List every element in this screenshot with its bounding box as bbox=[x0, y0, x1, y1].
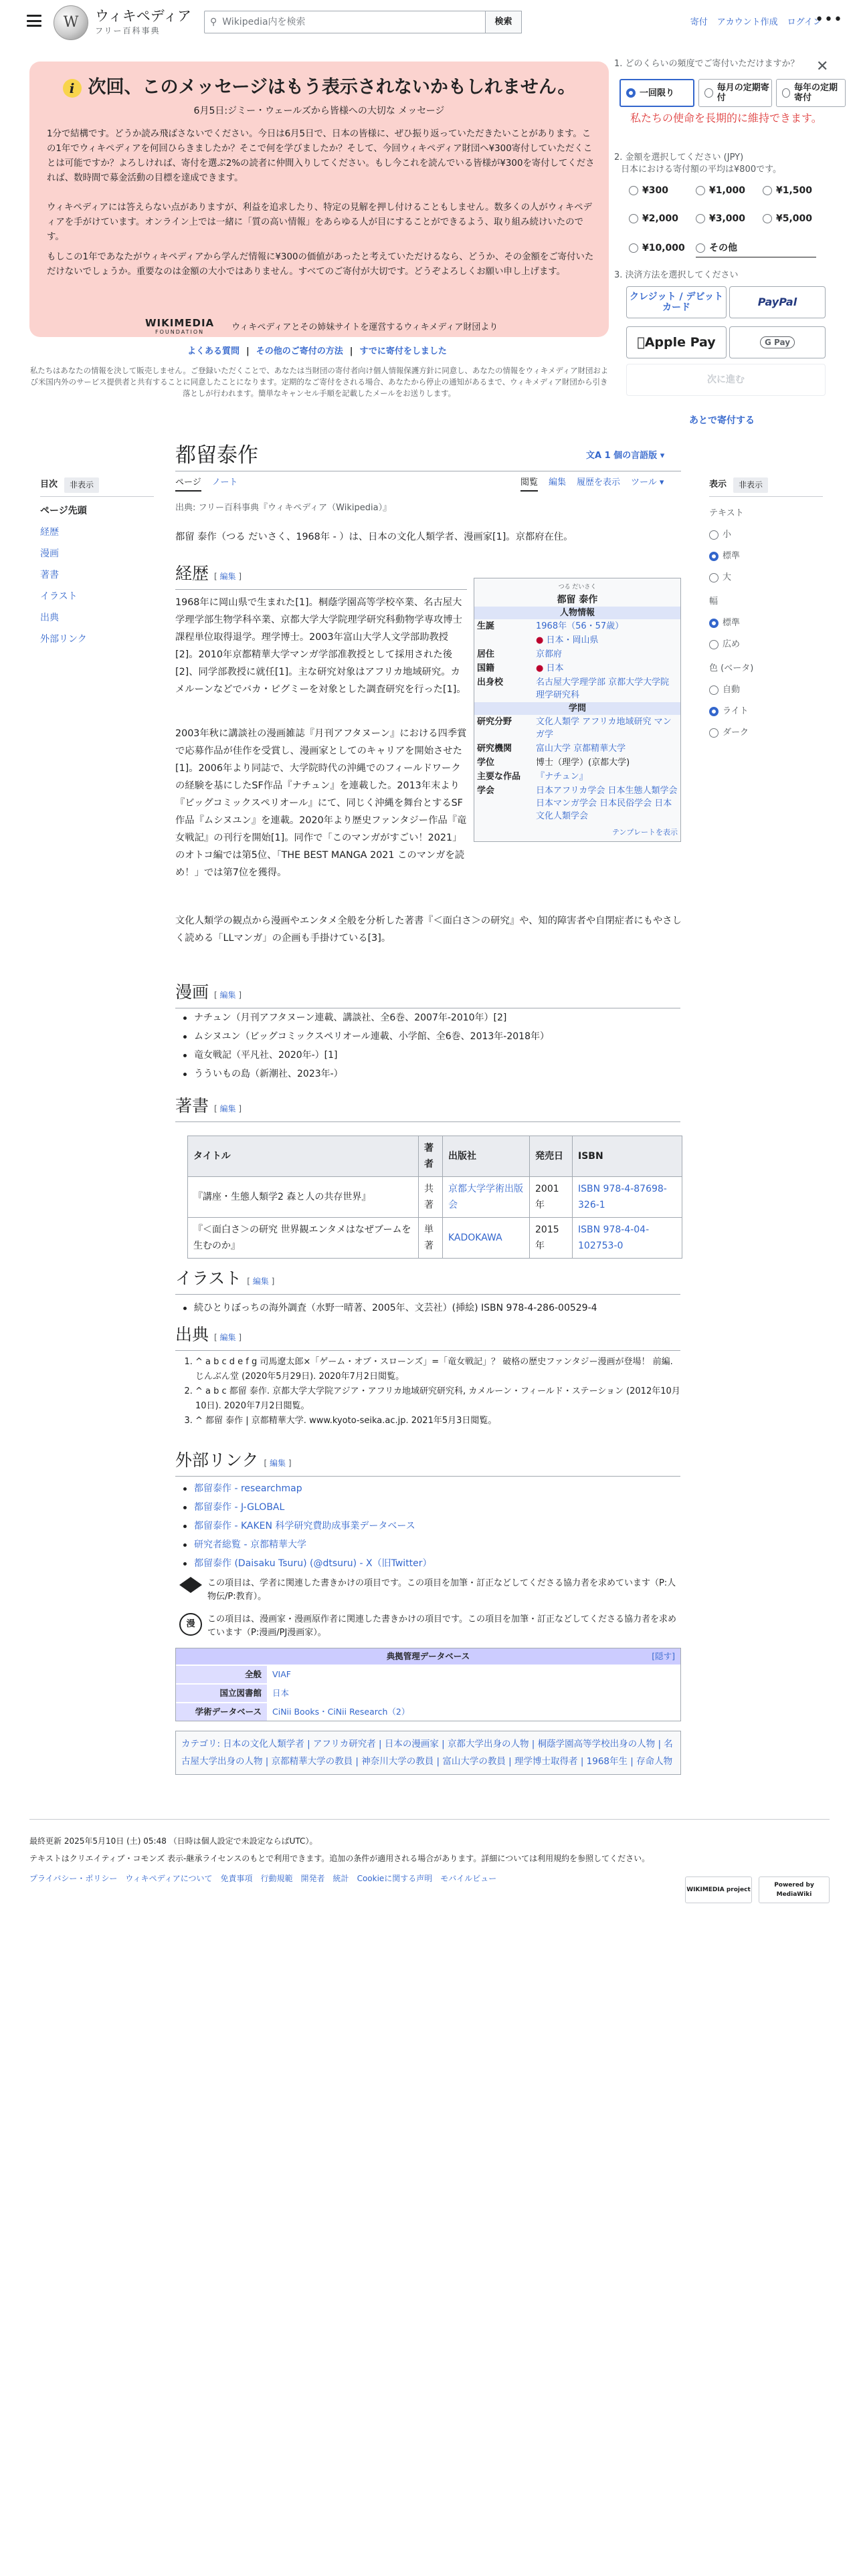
more-options-icon[interactable]: ••• bbox=[815, 11, 843, 28]
category-links[interactable]: カテゴリ: 日本の文化人類学者 | アフリカ研究者 | 日本の漫画家 | 京都大学出身の人物 | 桐蔭学園高等学校出身の人物 | 名古屋大学出身の人物 | 京都精華大学の教員 | 神奈川大学の教員 | 富山大学の教員 | 理学博士取得者 | 1968年生 | 存命人物 bbox=[181, 1739, 673, 1767]
career-paragraph-2: 2003年秋に講談社の漫画雑誌『月刊アフタヌーン』における四季賞で応募作品が佳作を受賞し、漫画家としてのキャリアを開始させた[1]。2006年より同誌で、大学院時代の沖縄でのフィールドワークの経験を基にしたSF作品『ナチュン』を連載した。2013年末より『ビッグコミックスペリオール』にて、同じく沖縄を舞台とするSF作品『ムシヌユン』を連載。2020年より歴史ファンタジー作品『竜女戦記』の刊行を開始[1]。同作で「このマンガがすごい！2021」のオトコ編では第5位、「THE BEST MANGA 2021 このマンガを読め！」では第7位を獲得。 bbox=[175, 728, 467, 878]
frequency-note: 私たちの使命を長期的に維持できます。 bbox=[630, 112, 822, 124]
stub-notice-scholar: この項目は、学者に関連した書きかけの項目です。この項目を加筆・訂正などしてくださる協力者を求めています（P:人物伝/P:教育）。 bbox=[207, 1578, 676, 1602]
footer-link[interactable]: モバイルビュー bbox=[440, 1874, 497, 1883]
amount-2000[interactable]: ¥2,000 bbox=[629, 211, 678, 226]
mediawiki-badge[interactable]: Powered by MediaWiki bbox=[759, 1876, 830, 1903]
paypal-button[interactable]: PayPal bbox=[729, 286, 826, 318]
toc-item-refs[interactable]: 出典 bbox=[40, 613, 59, 623]
amount-1500[interactable]: ¥1,500 bbox=[763, 183, 812, 198]
toc-item-illust[interactable]: イラスト bbox=[40, 591, 78, 602]
external-link[interactable]: 研究者総覧 - 京都精華大学 bbox=[179, 1535, 681, 1554]
search-input[interactable]: ⚲ Wikipedia内を検索 bbox=[204, 11, 486, 33]
list-item: ナチュン（月刊アフタヌーン連載、講談社、全6巻、2007年-2010年）[2] bbox=[179, 1008, 681, 1027]
edit-section-link[interactable]: 編集 bbox=[219, 572, 236, 581]
footer-link[interactable]: Cookieに関する声明 bbox=[357, 1874, 433, 1883]
external-link[interactable]: 都留泰作 - researchmap bbox=[179, 1479, 681, 1498]
japan-flag-icon: ● bbox=[536, 663, 544, 673]
category-box bbox=[175, 1731, 681, 1775]
wmf-signature: WIKIMEDIA FOUNDATION ウィキペディアとその姉妹サイトを運営するウィキメディア財団より bbox=[145, 318, 498, 337]
section-career: 経歴 [ 編集 ] bbox=[175, 562, 467, 590]
frequency-yearly[interactable]: 毎年の定期寄付 bbox=[776, 79, 846, 107]
donate-later-link[interactable]: あとで寄付する bbox=[689, 415, 755, 426]
tab-edit[interactable]: 編集 bbox=[549, 477, 567, 488]
section-books: 著書 [ 編集 ] bbox=[175, 1094, 680, 1122]
career-paragraph-3: 文化人類学の観点から漫画やエンタメ全般を分析した著書『＜面白さ＞の研究』や、知的障害者や自閉症者にもやさしく読める「LLマンガ」の企画も手掛けている[3]。 bbox=[175, 916, 682, 944]
display-hide-button[interactable]: 非表示 bbox=[733, 477, 768, 493]
lead-paragraph: 都留 泰作（つる だいさく、1968年 - ）は、日本の文化人類学者、漫画家[1]。京都府在住。 bbox=[175, 532, 573, 542]
banner-title: i 次回、このメッセージはもう表示されないかもしれません。 bbox=[29, 76, 609, 99]
edit-section-link[interactable]: 編集 bbox=[219, 990, 236, 1000]
tab-read[interactable]: 閲覧 bbox=[520, 476, 538, 492]
infobox-section-personal: 人物情報 bbox=[474, 607, 680, 619]
external-link[interactable]: 都留泰作 - KAKEN 科学研究費助成事業データベース bbox=[179, 1517, 681, 1535]
site-logo[interactable] bbox=[54, 5, 191, 40]
authority-hide-button[interactable]: [隠す] bbox=[652, 1651, 675, 1661]
infobox: つる だいさく 都留 泰作 人物情報 生誕 1968年（56・57歳） ● 日本・岡山県 居住 京都府 国籍 ● 日本 出身校 名古屋大学理学部 京都大学大学院理学研究科 学問 研究分野 文化人類学 アフリカ地域研究 マンガ学 研究機関 富山大学 京都精華大学 学位 博士（理学）(京都大学) 主要な作品 『ナチュン』 学会 日本アフリカ学会 日本生態人類学会 日本マンガ学会 日本民俗学会 日本文化人類学会 テンプレートを表示 bbox=[474, 578, 681, 842]
infobox-ruby: つる だいさく bbox=[558, 584, 597, 591]
language-icon: 文A bbox=[586, 451, 602, 461]
table-row: 『＜面白さ＞の研究 世界観エンタメはなぜブームを生むのか』 単著 KADOKAWA 2015年 ISBN 978-4-04-102753-0 bbox=[188, 1218, 682, 1259]
authority-control-box: 典拠管理データベース [隠す] 全般 VIAF 国立図書館 日本 学術データベース CiNii Books・CiNii Research（2） bbox=[175, 1648, 681, 1721]
amount-other[interactable]: その他 bbox=[696, 241, 816, 257]
tab-talk[interactable]: ノート bbox=[211, 477, 238, 488]
section-illust: イラスト [ 編集 ] bbox=[175, 1267, 680, 1295]
amount-1000[interactable]: ¥1,000 bbox=[696, 183, 745, 198]
mortarboard-icon bbox=[179, 1577, 202, 1597]
tab-history[interactable]: 履歴を表示 bbox=[577, 477, 621, 488]
infobox-section-academic: 学問 bbox=[474, 702, 680, 715]
text-size-large[interactable]: 大 bbox=[709, 567, 753, 588]
amount-5000[interactable]: ¥5,000 bbox=[763, 211, 812, 226]
table-row: 『講座・生態人類学2 森と人の共存世界』 共著 京都大学学術出版会 2001年 ISBN 978-4-87698-326-1 bbox=[188, 1177, 682, 1218]
stub-notice-manga: この項目は、漫画家・漫画原作者に関連した書きかけの項目です。この項目を加筆・訂正などしてくださる協力者を求めています（P:漫画/PJ漫画家）。 bbox=[207, 1614, 676, 1638]
list-item: ムシヌユン（ビッグコミックスペリオール連載、小学館、全6巻、2013年-2018年） bbox=[179, 1027, 681, 1046]
footer-link[interactable]: プライバシー・ポリシー bbox=[29, 1874, 118, 1883]
footer-link[interactable]: 開発者 bbox=[300, 1874, 325, 1883]
wikipedia-globe-icon: W bbox=[54, 5, 88, 40]
last-updated: 最終更新 2025年5月10日 (土) 05:48 （日時は個人設定で未設定ならばUTC）。 bbox=[29, 1836, 318, 1846]
width-standard[interactable]: 標準 bbox=[709, 613, 753, 634]
page-title: 都留泰作 bbox=[175, 443, 258, 467]
edit-section-link[interactable]: 編集 bbox=[252, 1277, 269, 1286]
list-item: うういもの島（新潮社、2023年-） bbox=[179, 1065, 681, 1083]
privacy-fine-print: 私たちはあなたの情報を決して販売しません。ご登録いただくことで、あなたは当財団の寄付者向け個人情報保護方針に同意し、あなたの情報をウィキメディア財団および米国内外のサービス提供者と共有することに同意したことになります。定期的なご寄付をされる場合、あなたから停止の通知があるまで、ウィキメディア財団から引き落としが行われます。簡単なキャンセル手順を記載したメールをお送りします。 bbox=[29, 366, 609, 398]
create-account-link[interactable]: アカウント作成 bbox=[717, 17, 778, 27]
amount-10000[interactable]: ¥10,000 bbox=[629, 241, 685, 255]
text-size-standard[interactable]: 標準 bbox=[709, 546, 753, 567]
toc-item-links[interactable]: 外部リンク bbox=[40, 634, 87, 645]
books-table: タイトル 著者 出版社 発売日 ISBN 『講座・生態人類学2 森と人の共存世界』 共著 京都大学学術出版会 2001年 ISBN 978-4-87698-326-1 『＜面白さ＞の研究 世界観エンタメはなぜブームを生むのか』 単著 KADOKAWA 2015年 ISBN 978-4-04-102753-0 bbox=[187, 1136, 682, 1259]
manga-icon: 漫 bbox=[179, 1613, 202, 1636]
other-ways-link[interactable]: その他のご寄付の方法 bbox=[256, 346, 343, 356]
amount-average-note: 日本における寄付額の平均は¥800です。 bbox=[621, 165, 782, 175]
section-manga: 漫画 [ 編集 ] bbox=[175, 980, 680, 1008]
footer-link[interactable]: 統計 bbox=[332, 1874, 349, 1883]
width-wide[interactable]: 広め bbox=[709, 634, 753, 655]
edit-section-link[interactable]: 編集 bbox=[270, 1459, 286, 1468]
reference-item: 3. ^ 都留 泰作 | 京都精華大学. www.kyoto-seika.ac.jp. 2021年5月3日閲覧。 bbox=[195, 1414, 684, 1428]
text-size-label: テキスト bbox=[709, 508, 744, 518]
external-link[interactable]: 都留泰作 - J-GLOBAL bbox=[179, 1498, 681, 1517]
toc-item-manga[interactable]: 漫画 bbox=[40, 548, 59, 559]
width-label: 幅 bbox=[709, 597, 719, 607]
wikimedia-project-badge[interactable]: WIKIMEDIA project bbox=[685, 1876, 752, 1903]
amount-300[interactable]: ¥300 bbox=[629, 183, 668, 198]
footer-link[interactable]: ウィキペディアについて bbox=[125, 1874, 213, 1883]
banner-paragraph: 1分で結構です。どうか読み飛ばさないでください。今日は6月5日で、日本の皆様に、ぜひ振り返っていただきたいことがあります。この1年でウィキペディアを何回ひらきましたか？そこで何を学びましたか？そして、今回ウィキペディア財団へ¥300寄付していただくことは可能ですか？よろしければ、寄付を選ぶ2%の読者に仲間入りしてください。もし今これを読んでいる皆様が¥300を寄付してくだされば、数時間で募金活動の目標を達成できます。 bbox=[47, 129, 595, 183]
tab-page[interactable]: ページ bbox=[175, 476, 201, 492]
amount-question: 2. 金額を選択してください (JPY) bbox=[614, 152, 744, 163]
toc-hide-button[interactable]: 非表示 bbox=[64, 477, 99, 493]
list-item: 竜女戦記（平凡社、2020年-）[1] bbox=[179, 1046, 681, 1065]
color-light[interactable]: ライト bbox=[709, 701, 753, 722]
apple-icon bbox=[637, 337, 644, 348]
section-links: 外部リンク [ 編集 ] bbox=[175, 1448, 680, 1477]
color-dark[interactable]: ダーク bbox=[709, 722, 753, 744]
wikimedia-foundation-logo: WIKIMEDIA FOUNDATION bbox=[145, 317, 215, 335]
infobox-name: 都留 泰作 bbox=[557, 595, 598, 605]
frequency-monthly[interactable]: 毎月の定期寄付 bbox=[698, 79, 772, 107]
logo-subtitle: フリー百科事典 bbox=[95, 26, 161, 36]
close-icon[interactable]: ✕ bbox=[816, 58, 829, 75]
reference-list bbox=[195, 1355, 684, 1428]
info-icon: i bbox=[63, 79, 82, 98]
edit-section-link[interactable]: 編集 bbox=[219, 1104, 236, 1113]
login-link[interactable]: ログイン bbox=[787, 17, 822, 27]
career-paragraph-1: 1968年に岡山県で生まれた[1]。桐蔭学園高等学校卒業、名古屋大学理学部生物学科卒業、京都大学大学院理学研究科動物学専攻博士課程単位取得退学。理学博士。2003年富山大学人文学部助教授[2]。2010年京都精華大学マンガ学部准教授として採用された後[2]、同学部教授に就任[1]。主な研究対象はアフリカ地域研究。カメルーンなどでバカ・ピグミーを対象とした調査研究を行った[1]。 bbox=[175, 597, 466, 695]
main-menu-button[interactable] bbox=[27, 15, 41, 27]
faq-link[interactable]: よくある質問 bbox=[187, 346, 240, 356]
logo-title: ウィキペディア bbox=[95, 8, 192, 25]
card-pay-button[interactable]: クレジット / デビットカード bbox=[626, 286, 727, 318]
banner-paragraph: もしこの1年であなたがウィキペディアから学んだ情報に¥300の価値があったと考えていただけるなら、どうか、その金額をご寄付いただけないでしょうか。重要なのは金額の大小ではありません。すべてのご寄付が大切です。どうぞよろしくお願い申し上げます。 bbox=[47, 252, 594, 277]
banner-paragraph: ウィキペディアには答えらない点がありますが、利益を追求したり、特定の見解を押し付けることもしません。数多くの人がウィキペディアを手がけています。オンライン上では一緒に「質の高い情報」をあらゆる人が目にすることができるよう、取り組み続けいたのです。 bbox=[47, 203, 592, 242]
donate-link[interactable]: 寄付 bbox=[690, 17, 708, 27]
color-label: 色 (ベータ) bbox=[709, 663, 754, 673]
continue-button[interactable]: 次に進む bbox=[626, 364, 826, 396]
table-of-contents bbox=[40, 500, 87, 650]
license-text: テキストはクリエイティブ・コモンズ 表示-継承ライセンスのもとで利用できます。追加の条件が適用される場合があります。詳細については利用規約を参照してください。 bbox=[29, 1854, 650, 1863]
frequency-question: 1. どのくらいの頻度でご寄付いただけますか？ bbox=[614, 59, 799, 69]
reference-item: 1. ^ a b c d e f g 司馬遼太郎×「ゲーム・オブ・スローンズ」=「竜女戦記」？ 破格の歴史ファンタジー漫画が登場！ 前編. じんぶん堂 (2020年5月29日). 2020年7月2日閲覧。 bbox=[195, 1355, 684, 1384]
footer-link[interactable]: 免責事項 bbox=[220, 1874, 253, 1883]
search-icon: ⚲ bbox=[210, 16, 217, 27]
language-button[interactable]: 文A 1 個の言語版 ▾ bbox=[586, 451, 665, 461]
color-auto[interactable]: 自動 bbox=[709, 679, 753, 701]
banner-subtitle: 6月5日:ジミー・ウェールズから皆様への大切な メッセージ bbox=[193, 106, 445, 116]
external-link[interactable]: 都留泰作 (Daisaku Tsuru) (@dtsuru) - X（旧Twitter） bbox=[179, 1554, 681, 1573]
reference-item: 2. ^ a b c 都留 泰作. 京都大学大学院アジア・アフリカ地域研究研究科, カメルーン・フィールド・ステーション (2012年10月10日). 2020年7月2日閲覧。 bbox=[195, 1384, 684, 1414]
search-form bbox=[204, 11, 522, 33]
google-pay-button[interactable]: G Pay bbox=[729, 326, 826, 358]
already-donated-link[interactable]: すでに寄付をしました bbox=[359, 346, 447, 356]
tools-menu[interactable]: ツール ▾ bbox=[631, 477, 664, 488]
section-refs: 出典 [ 編集 ] bbox=[175, 1323, 680, 1351]
toc-header: 目次 非表示 bbox=[40, 477, 99, 493]
edit-section-link[interactable]: 編集 bbox=[219, 1333, 236, 1342]
frequency-once[interactable]: 一回限り bbox=[619, 79, 694, 107]
manga-list bbox=[179, 1008, 681, 1083]
amount-3000[interactable]: ¥3,000 bbox=[696, 211, 745, 226]
infobox-template-link[interactable]: テンプレートを表示 bbox=[611, 828, 678, 837]
source-note: 出典: フリー百科事典『ウィキペディア（Wikipedia）』 bbox=[175, 503, 392, 513]
toc-item-career[interactable]: 経歴 bbox=[40, 527, 59, 538]
payment-question: 3. 決済方法を選択してください bbox=[614, 270, 739, 280]
toc-item-books[interactable]: 著書 bbox=[40, 570, 59, 580]
toc-item-top[interactable]: ページ先頭 bbox=[40, 506, 87, 516]
search-button[interactable]: 検索 bbox=[486, 11, 522, 33]
fundraising-banner bbox=[29, 62, 609, 337]
text-size-small[interactable]: 小 bbox=[709, 524, 753, 546]
external-links bbox=[179, 1479, 681, 1573]
apple-pay-button[interactable]: Apple Pay bbox=[626, 326, 727, 358]
list-item: 続ひとりぼっちの海外調査（水野一晴著、2005年、文芸社）(挿絵) ISBN 978-4-286-00529-4 bbox=[179, 1299, 681, 1317]
japan-flag-icon: ● bbox=[536, 635, 544, 645]
footer-link[interactable]: 行動規範 bbox=[260, 1874, 293, 1883]
display-header: 表示 非表示 bbox=[709, 477, 768, 493]
